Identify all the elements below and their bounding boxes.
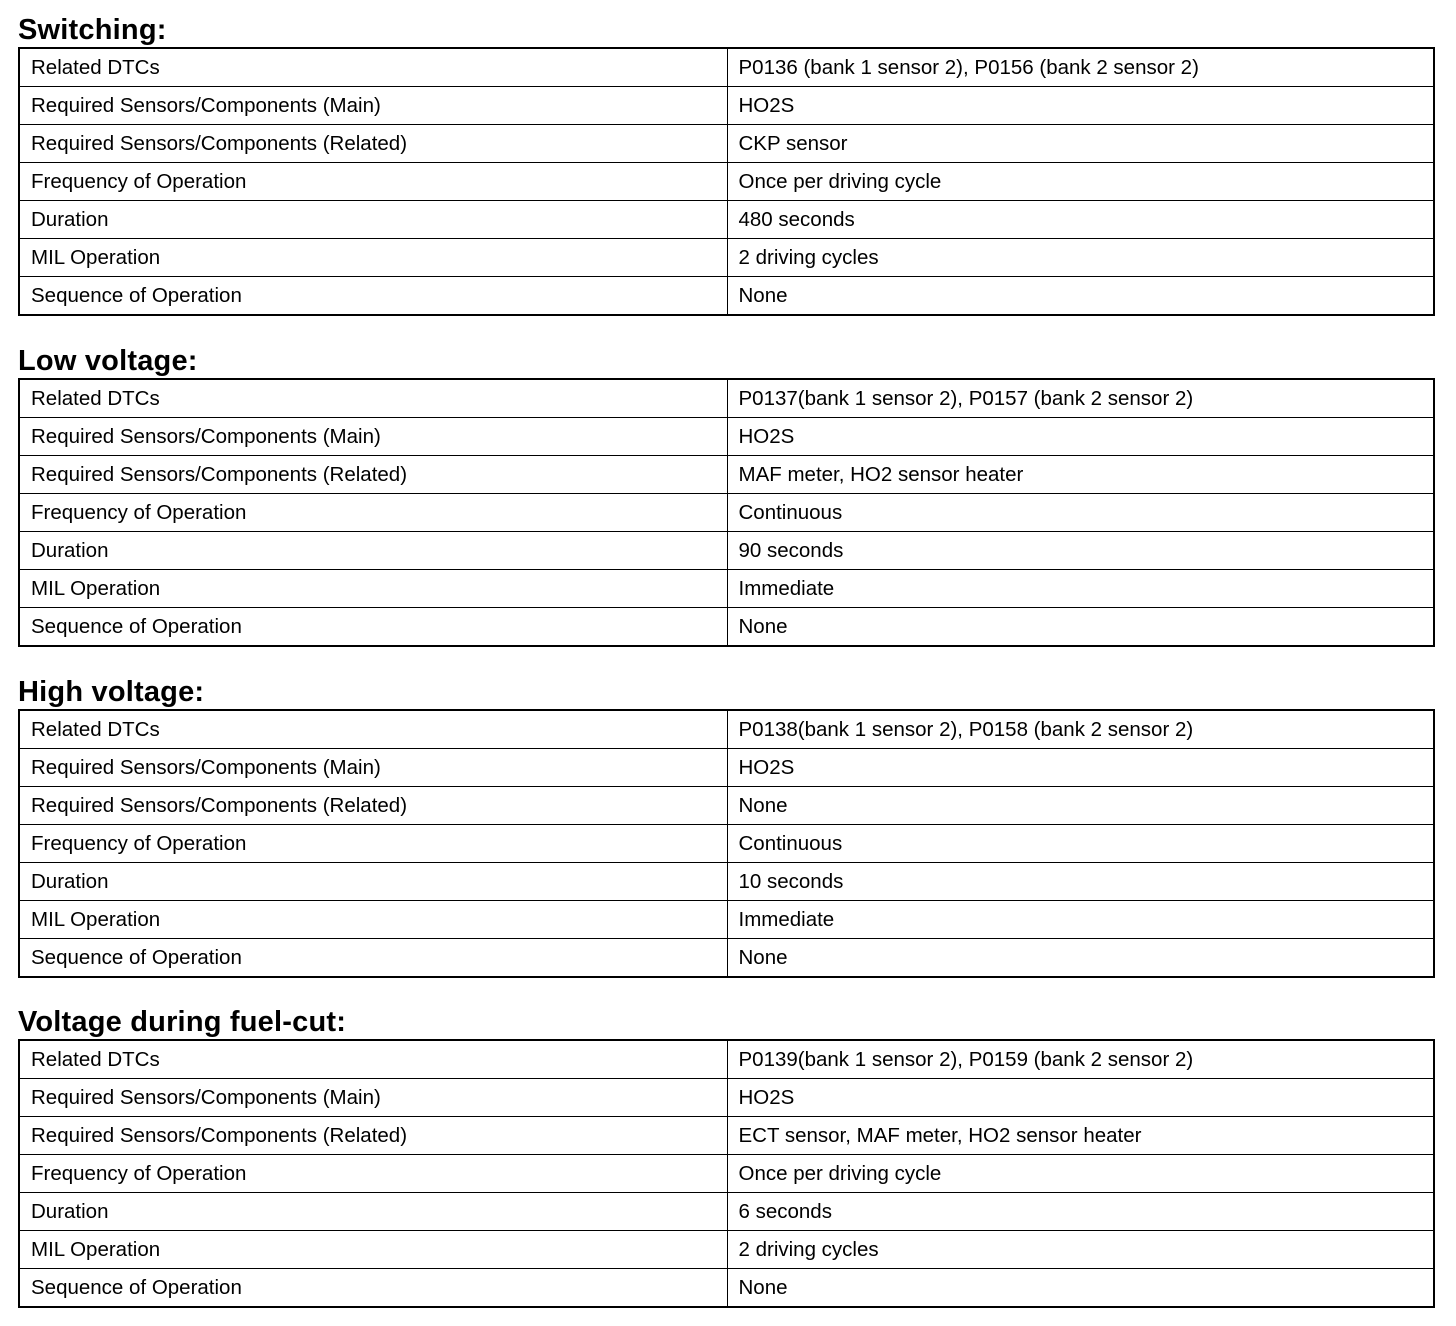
row-value: Once per driving cycle [727, 1155, 1434, 1193]
row-value: ECT sensor, MAF meter, HO2 sensor heater [727, 1117, 1434, 1155]
row-value: None [727, 1269, 1434, 1308]
row-value: 6 seconds [727, 1193, 1434, 1231]
row-label: Duration [19, 532, 727, 570]
table-row [19, 939, 1434, 978]
section-title: Switching: [18, 14, 167, 46]
table-row [19, 48, 1434, 87]
row-value: HO2S [727, 87, 1434, 125]
table-row [19, 163, 1434, 201]
table-row [19, 1231, 1434, 1269]
row-label: Sequence of Operation [19, 608, 727, 647]
row-label: MIL Operation [19, 570, 727, 608]
row-value: P0137(bank 1 sensor 2), P0157 (bank 2 sensor 2) [727, 379, 1434, 418]
section-title: High voltage: [18, 676, 205, 708]
row-label: Required Sensors/Components (Main) [19, 749, 727, 787]
table-row [19, 749, 1434, 787]
row-label: Duration [19, 863, 727, 901]
table-row [19, 239, 1434, 277]
row-value: Immediate [727, 901, 1434, 939]
table-row [19, 901, 1434, 939]
row-value: Once per driving cycle [727, 163, 1434, 201]
table-row [19, 379, 1434, 418]
row-value: HO2S [727, 1079, 1434, 1117]
section-title: Voltage during fuel-cut: [18, 1006, 347, 1038]
table-row [19, 87, 1434, 125]
table-row [19, 277, 1434, 316]
table-row [19, 863, 1434, 901]
table-row [19, 1117, 1434, 1155]
table-row [19, 608, 1434, 647]
table-row [19, 1040, 1434, 1079]
table-row [19, 787, 1434, 825]
row-value: P0138(bank 1 sensor 2), P0158 (bank 2 sensor 2) [727, 710, 1434, 749]
row-value: Immediate [727, 570, 1434, 608]
row-label: Related DTCs [19, 1040, 727, 1079]
table-row [19, 125, 1434, 163]
table-row [19, 570, 1434, 608]
row-label: MIL Operation [19, 901, 727, 939]
spec-table [18, 47, 1435, 316]
row-label: Required Sensors/Components (Related) [19, 787, 727, 825]
row-value: None [727, 787, 1434, 825]
row-value: HO2S [727, 749, 1434, 787]
section-high-voltage [18, 674, 1435, 978]
row-value: None [727, 277, 1434, 316]
row-label: Sequence of Operation [19, 277, 727, 316]
row-value: 2 driving cycles [727, 1231, 1434, 1269]
table-row [19, 1155, 1434, 1193]
row-label: MIL Operation [19, 239, 727, 277]
row-value: None [727, 939, 1434, 978]
row-label: Required Sensors/Components (Main) [19, 87, 727, 125]
table-row [19, 1193, 1434, 1231]
row-label: Duration [19, 1193, 727, 1231]
row-label: Required Sensors/Components (Related) [19, 456, 727, 494]
row-label: Frequency of Operation [19, 1155, 727, 1193]
row-label: Related DTCs [19, 379, 727, 418]
section-low-voltage [18, 343, 1435, 647]
row-label: Frequency of Operation [19, 825, 727, 863]
row-value: 480 seconds [727, 201, 1434, 239]
row-value: 2 driving cycles [727, 239, 1434, 277]
row-value: CKP sensor [727, 125, 1434, 163]
row-label: Sequence of Operation [19, 939, 727, 978]
spec-table [18, 1039, 1435, 1308]
table-row [19, 418, 1434, 456]
row-value: Continuous [727, 494, 1434, 532]
row-value: HO2S [727, 418, 1434, 456]
table-row [19, 1079, 1434, 1117]
row-value: 10 seconds [727, 863, 1434, 901]
spec-table [18, 378, 1435, 647]
row-label: MIL Operation [19, 1231, 727, 1269]
row-label: Required Sensors/Components (Related) [19, 1117, 727, 1155]
row-value: None [727, 608, 1434, 647]
row-label: Sequence of Operation [19, 1269, 727, 1308]
table-row [19, 532, 1434, 570]
row-value: 90 seconds [727, 532, 1434, 570]
row-label: Required Sensors/Components (Related) [19, 125, 727, 163]
table-row [19, 1269, 1434, 1308]
table-row [19, 710, 1434, 749]
section-switching [18, 12, 1435, 316]
row-label: Related DTCs [19, 48, 727, 87]
row-label: Related DTCs [19, 710, 727, 749]
row-label: Required Sensors/Components (Main) [19, 1079, 727, 1117]
table-row [19, 494, 1434, 532]
table-row [19, 825, 1434, 863]
table-row [19, 201, 1434, 239]
row-label: Frequency of Operation [19, 494, 727, 532]
row-value: P0139(bank 1 sensor 2), P0159 (bank 2 sensor 2) [727, 1040, 1434, 1079]
spec-table [18, 709, 1435, 978]
section-title: Low voltage: [18, 345, 198, 377]
row-label: Duration [19, 201, 727, 239]
row-value: P0136 (bank 1 sensor 2), P0156 (bank 2 sensor 2) [727, 48, 1434, 87]
table-row [19, 456, 1434, 494]
row-value: MAF meter, HO2 sensor heater [727, 456, 1434, 494]
row-label: Frequency of Operation [19, 163, 727, 201]
row-label: Required Sensors/Components (Main) [19, 418, 727, 456]
section-voltage-during-fuel-cut [18, 1004, 1435, 1308]
row-value: Continuous [727, 825, 1434, 863]
